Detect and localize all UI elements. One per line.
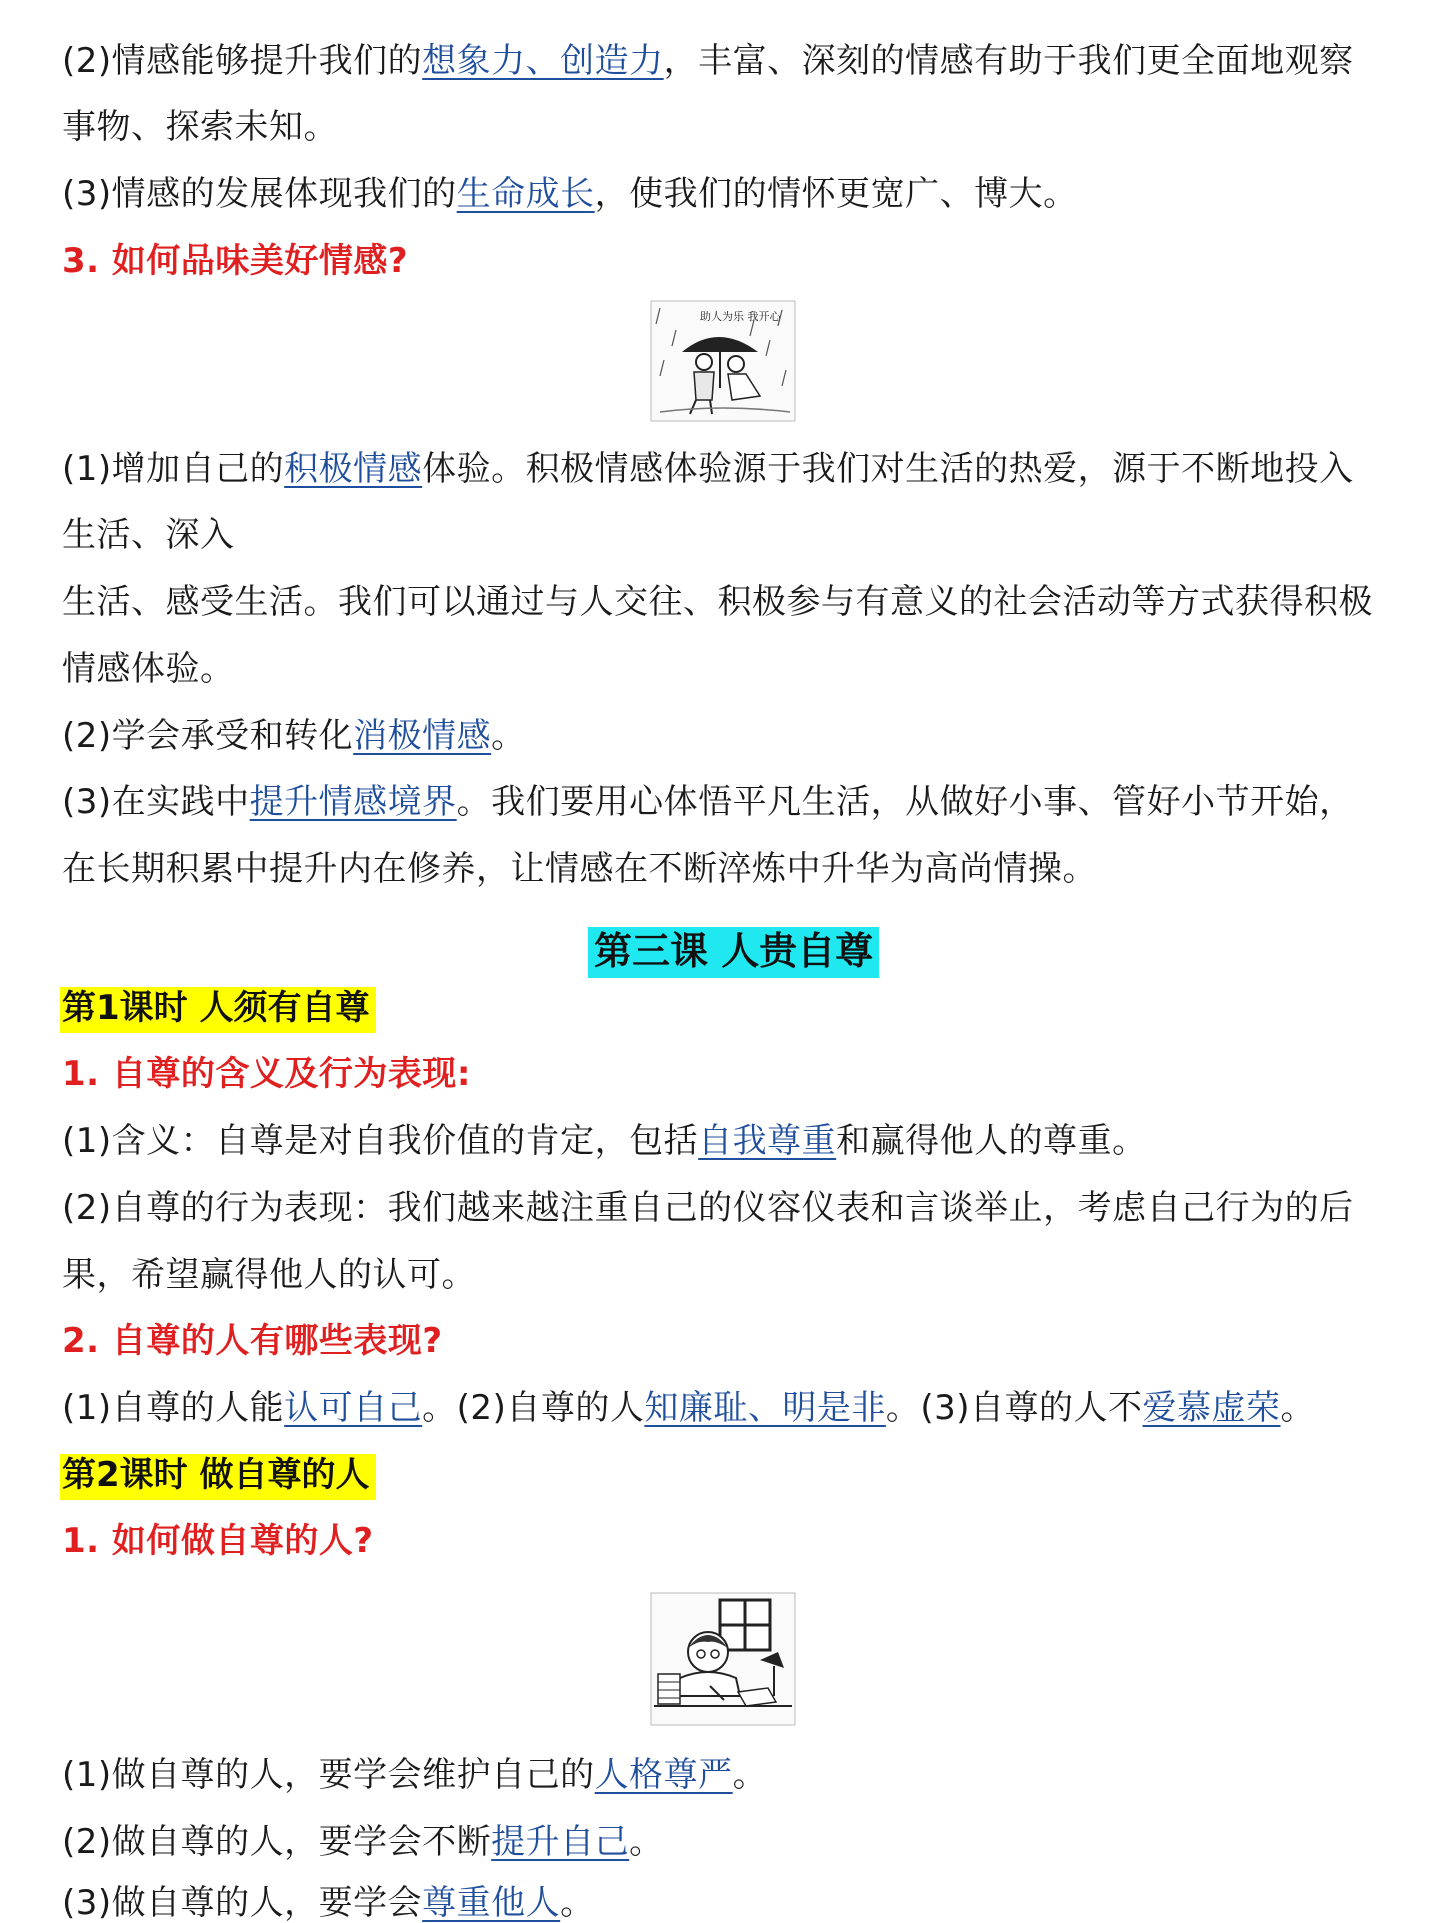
key-term: 自我尊重 xyxy=(698,1121,837,1161)
key-term: 尊重他人 xyxy=(422,1883,561,1923)
figure-caption: 助人为乐 我开心 xyxy=(700,310,781,323)
text-line: (3)情感的发展体现我们的生命成长，使我们的情怀更宽广、博大。 xyxy=(62,174,1078,214)
section-heading: 3. 如何品味美好情感? xyxy=(62,241,409,281)
key-term: 提升情感境界 xyxy=(249,782,457,822)
text-line: (3)在实践中提升情感境界。我们要用心体悟平凡生活，从做好小事、管好小节开始， xyxy=(62,782,1354,822)
section-heading: 2. 自尊的人有哪些表现? xyxy=(62,1321,443,1361)
text-line: 情感体验。 xyxy=(62,649,235,689)
section-heading: 1. 自尊的含义及行为表现: xyxy=(62,1054,472,1094)
key-term: 积极情感 xyxy=(284,449,423,489)
text-line: (2)学会承受和转化消极情感。 xyxy=(62,716,526,756)
key-term: 提升自己 xyxy=(491,1822,630,1862)
key-term: 爱慕虚荣 xyxy=(1142,1388,1281,1428)
text-line: 事物、探索未知。 xyxy=(62,107,338,147)
text-line: (1)增加自己的积极情感体验。积极情感体验源于我们对生活的热爱，源于不断地投入 xyxy=(62,449,1354,489)
section-heading: 1. 如何做自尊的人? xyxy=(62,1521,374,1561)
student-studying-illustration xyxy=(650,1592,796,1726)
text-line: (1)自尊的人能认可自己。(2)自尊的人知廉耻、明是非。(3)自尊的人不爱慕虚荣。 xyxy=(62,1388,1316,1428)
key-term: 人格尊严 xyxy=(594,1755,733,1795)
key-term: 认可自己 xyxy=(284,1388,423,1428)
umbrella-kids-illustration xyxy=(650,300,796,422)
key-term: 消极情感 xyxy=(353,716,492,756)
text-line: (2)做自尊的人，要学会不断提升自己。 xyxy=(62,1822,664,1862)
lesson-title: 第1课时 人须有自尊 xyxy=(60,987,376,1033)
key-term: 想象力、创造力 xyxy=(422,41,664,81)
text-line: (1)含义：自尊是对自我价值的肯定，包括自我尊重和赢得他人的尊重。 xyxy=(62,1121,1147,1161)
chapter-title: 第三课 人贵自尊 xyxy=(588,927,879,978)
key-term: 知廉耻、明是非 xyxy=(644,1388,886,1428)
text-line: (3)做自尊的人，要学会尊重他人。 xyxy=(62,1883,595,1923)
key-term: 生命成长 xyxy=(456,174,595,214)
text-line: (1)做自尊的人，要学会维护自己的人格尊严。 xyxy=(62,1755,768,1795)
text-line: (2)自尊的行为表现：我们越来越注重自己的仪容仪表和言谈举止，考虑自己行为的后 xyxy=(62,1188,1354,1228)
text-line: 生活、深入 xyxy=(62,515,235,555)
lesson-title: 第2课时 做自尊的人 xyxy=(60,1454,376,1500)
text-line: 生活、感受生活。我们可以通过与人交往、积极参与有意义的社会活动等方式获得积极 xyxy=(62,582,1373,622)
text-line: 在长期积累中提升内在修养，让情感在不断淬炼中升华为高尚情操。 xyxy=(62,849,1097,889)
text-line: (2)情感能够提升我们的想象力、创造力，丰富、深刻的情感有助于我们更全面地观察 xyxy=(62,41,1354,81)
text-line: 果，希望赢得他人的认可。 xyxy=(62,1255,476,1295)
